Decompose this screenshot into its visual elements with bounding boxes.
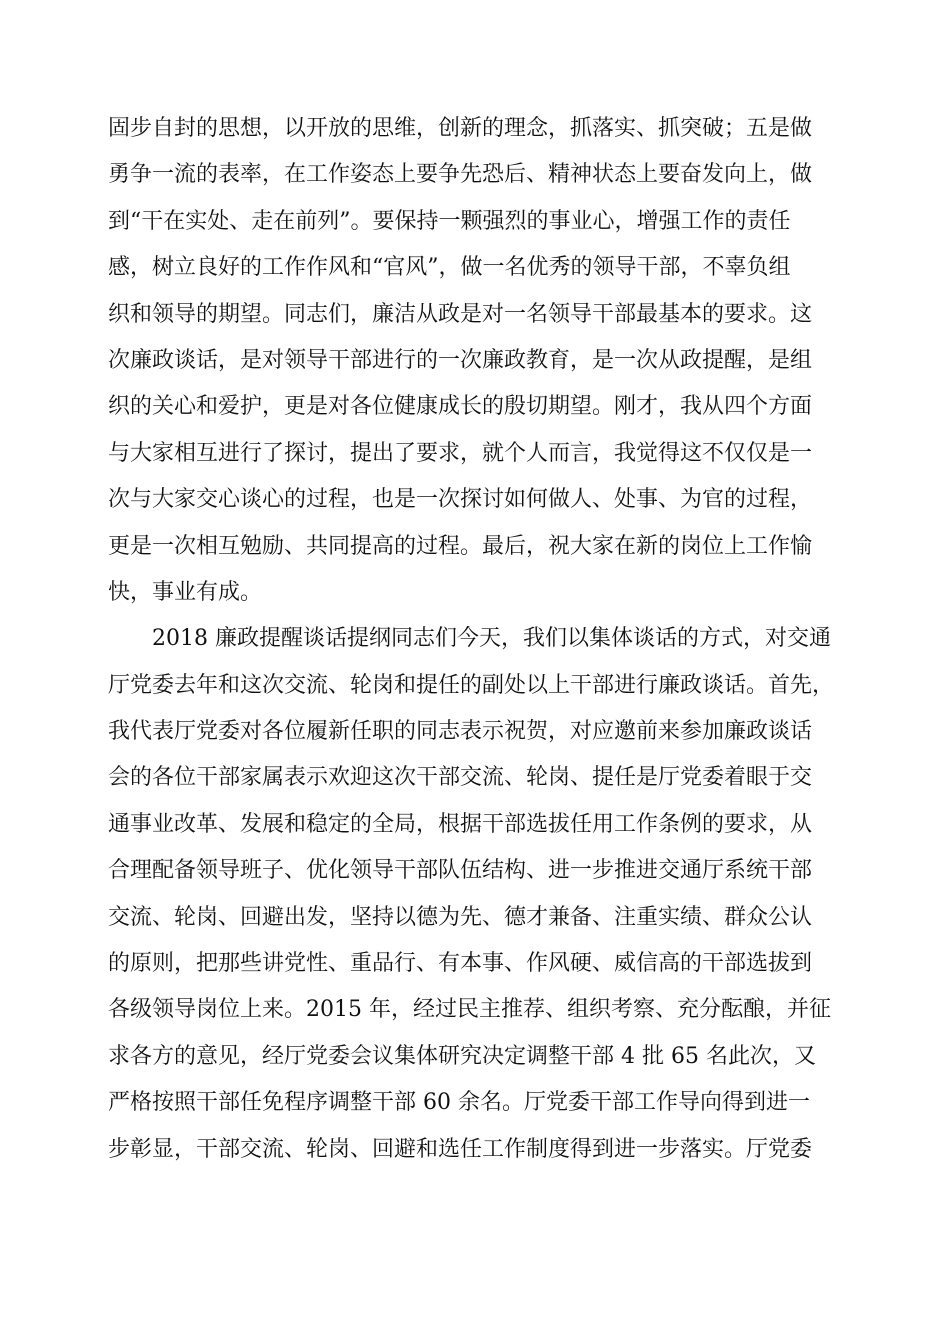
text-line: 固步自封的思想，以开放的思维，创新的理念，抓落实、抓突破；五是做 bbox=[108, 116, 813, 141]
text-line: 各级领导岗位上来。2015 年，经过民主推荐、组织考察、充分酝酿，并征 bbox=[108, 997, 831, 1023]
text-line: 次廉政谈话，是对领导干部进行的一次廉政教育，是一次从政提醒，是组 bbox=[108, 347, 813, 373]
text-line: 快，事业有成。 bbox=[108, 579, 263, 605]
document-body bbox=[108, 106, 838, 1173]
text-line: 交流、轮岗、回避出发，坚持以德为先、德才兼备、注重实绩、群众公认 bbox=[108, 904, 813, 930]
text-line: 会的各位干部家属表示欢迎这次干部交流、轮岗、提任是厅党委着眼于交 bbox=[108, 765, 813, 791]
text-line: 厅党委去年和这次交流、轮岗和提任的副处以上干部进行廉政谈话。首先， bbox=[108, 672, 835, 698]
text-line: 的原则，把那些讲党性、重品行、有本事、作风硬、威信高的干部选拔到 bbox=[108, 951, 813, 977]
text-line: 更是一次相互勉励、共同提高的过程。最后，祝大家在新的岗位上工作愉 bbox=[108, 533, 813, 559]
text-line: 严格按照干部任免程序调整干部 60 余名。厅党委干部工作导向得到进一 bbox=[108, 1090, 810, 1116]
text-line: 我代表厅党委对各位履新任职的同志表示祝贺，对应邀前来参加廉政谈话 bbox=[108, 719, 813, 745]
text-line: 勇争一流的表率，在工作姿态上要争先恐后、精神状态上要奋发向上，做 bbox=[108, 162, 813, 188]
text-line: 与大家相互进行了探讨，提出了要求，就个人而言，我觉得这不仅仅是一 bbox=[108, 440, 813, 466]
text-line: 通事业改革、发展和稳定的全局，根据干部选拔任用工作条例的要求，从 bbox=[108, 811, 813, 837]
text-line: 到“干在实处、走在前列”。要保持一颗强烈的事业心，增强工作的责任 bbox=[108, 208, 791, 234]
paragraph-2018-talk-outline bbox=[108, 616, 838, 1173]
text-line: 织和领导的期望。同志们，廉洁从政是对一名领导干部最基本的要求。这 bbox=[108, 301, 813, 327]
text-line: 步彰显，干部交流、轮岗、回避和选任工作制度得到进一步落实。厅党委 bbox=[108, 1136, 813, 1162]
text-line: 合理配备领导班子、优化领导干部队伍结构、进一步推进交通厅系统干部 bbox=[108, 858, 813, 884]
text-line: 织的关心和爱护，更是对各位健康成长的殷切期望。刚才，我从四个方面 bbox=[108, 394, 813, 420]
text-line: 次与大家交心谈心的过程，也是一次探讨如何做人、处事、为官的过程， bbox=[108, 487, 813, 513]
text-line: 感，树立良好的工作作风和“官风”，做一名优秀的领导干部，不辜负组 bbox=[108, 255, 791, 281]
text-line-indented: 2018 廉政提醒谈话提纲同志们今天，我们以集体谈话的方式，对交通 bbox=[152, 626, 831, 652]
paragraph-continuation bbox=[108, 106, 838, 616]
text-line: 求各方的意见，经厅党委会议集体研究决定调整干部 4 批 65 名此次，又 bbox=[108, 1043, 816, 1069]
